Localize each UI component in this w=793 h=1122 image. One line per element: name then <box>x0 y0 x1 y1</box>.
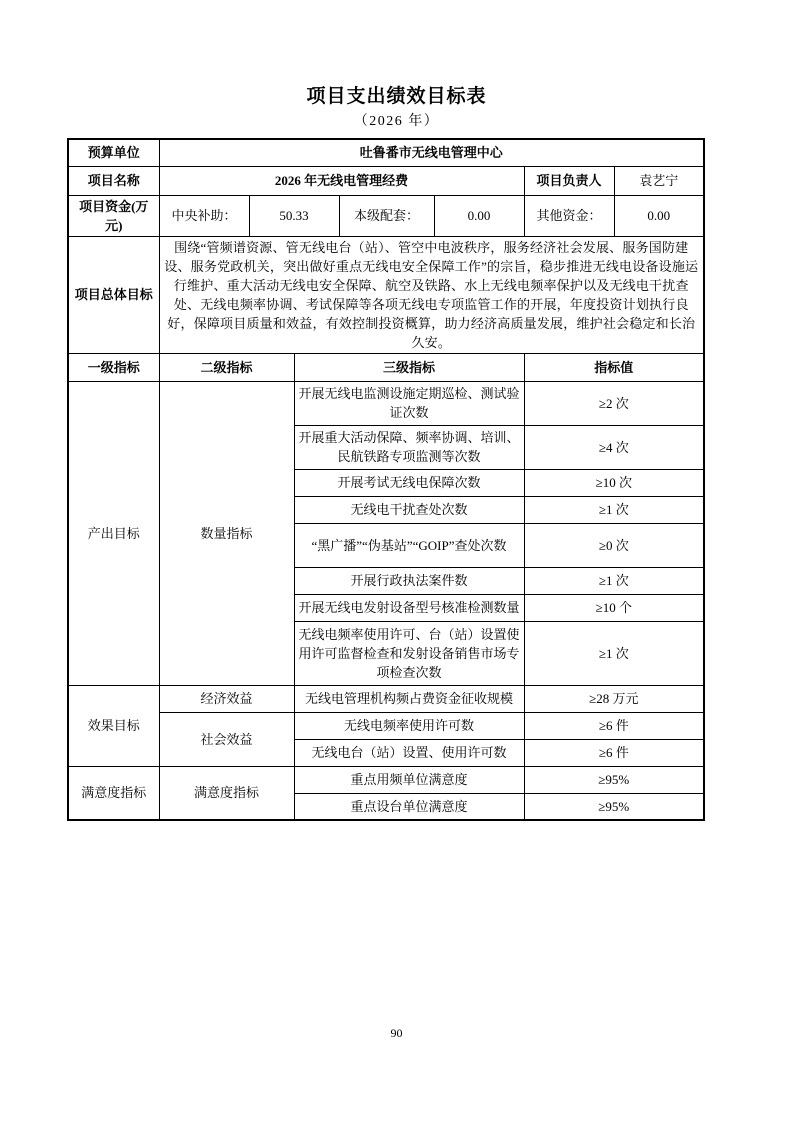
indicator-header-row <box>68 353 704 381</box>
indicator-cell: 无线电频率使用许可、台（站）设置使用许可监督检查和发射设备销售市场专项检查次数 <box>294 621 524 685</box>
table-row <box>68 166 704 195</box>
header-level1: 一级指标 <box>68 353 159 381</box>
indicator-row <box>68 766 704 793</box>
level2-satisfaction: 满意度指标 <box>159 766 294 820</box>
indicator-cell: 开展无线电监测设施定期巡检、测试验证次数 <box>294 381 524 425</box>
table-row <box>68 236 704 353</box>
level2-quantity: 数量指标 <box>159 381 294 685</box>
central-subsidy-value: 50.33 <box>249 195 339 236</box>
overall-goal-label: 项目总体目标 <box>68 236 159 353</box>
indicator-value: ≥0 次 <box>524 523 704 567</box>
indicator-value: ≥95% <box>524 793 704 820</box>
budget-unit-label: 预算单位 <box>68 139 159 166</box>
indicator-row <box>68 712 704 739</box>
indicator-row <box>68 685 704 712</box>
indicator-value: ≥1 次 <box>524 621 704 685</box>
level2-economic: 经济效益 <box>159 685 294 712</box>
indicator-value: ≥4 次 <box>524 425 704 469</box>
level1-output-goal: 产出目标 <box>68 381 159 685</box>
indicator-cell: 无线电干扰查处次数 <box>294 496 524 523</box>
indicator-cell: 开展行政执法案件数 <box>294 567 524 594</box>
indicator-row <box>68 381 704 425</box>
funds-label: 项目资金(万元) <box>68 195 159 236</box>
indicator-cell: 无线电频率使用许可数 <box>294 712 524 739</box>
performance-target-table <box>67 138 705 821</box>
other-funds-label: 其他资金： <box>524 195 614 236</box>
level1-satisfaction: 满意度指标 <box>68 766 159 820</box>
project-leader-label: 项目负责人 <box>524 166 614 195</box>
indicator-value: ≥10 次 <box>524 469 704 496</box>
indicator-cell: 开展重大活动保障、频率协调、培训、民航铁路专项监测等次数 <box>294 425 524 469</box>
project-name-label: 项目名称 <box>68 166 159 195</box>
level1-effect-goal: 效果目标 <box>68 685 159 766</box>
page-number: 90 <box>390 1026 403 1040</box>
header-level2: 二级指标 <box>159 353 294 381</box>
table-row <box>68 195 704 236</box>
indicator-cell: 重点设台单位满意度 <box>294 793 524 820</box>
project-name-value: 2026 年无线电管理经费 <box>159 166 524 195</box>
indicator-value: ≥1 次 <box>524 496 704 523</box>
page-subtitle: （2026 年） <box>353 114 440 129</box>
local-matching-value: 0.00 <box>434 195 524 236</box>
indicator-cell: 无线电管理机构频占费资金征收规模 <box>294 685 524 712</box>
indicator-value: ≥95% <box>524 766 704 793</box>
local-matching-label: 本级配套： <box>339 195 434 236</box>
indicator-value: ≥6 件 <box>524 739 704 766</box>
indicator-cell: 开展考试无线电保障次数 <box>294 469 524 496</box>
budget-unit-value: 吐鲁番市无线电管理中心 <box>159 139 704 166</box>
other-funds-value: 0.00 <box>614 195 704 236</box>
indicator-cell: 开展无线电发射设备型号核准检测数量 <box>294 594 524 621</box>
indicator-value: ≥1 次 <box>524 567 704 594</box>
indicator-value: ≥6 件 <box>524 712 704 739</box>
indicator-cell: 重点用频单位满意度 <box>294 766 524 793</box>
indicator-value: ≥28 万元 <box>524 685 704 712</box>
page-title: 项目支出绩效目标表 <box>306 86 487 107</box>
header-level3: 三级指标 <box>294 353 524 381</box>
header-value: 指标值 <box>524 353 704 381</box>
indicator-value: ≥10 个 <box>524 594 704 621</box>
level2-social: 社会效益 <box>159 712 294 766</box>
project-leader-value: 袁艺宁 <box>614 166 704 195</box>
indicator-value: ≥2 次 <box>524 381 704 425</box>
table-row <box>68 139 704 166</box>
central-subsidy-label: 中央补助： <box>159 195 249 236</box>
indicator-cell: 无线电台（站）设置、使用许可数 <box>294 739 524 766</box>
overall-goal-text: 围绕“管频谱资源、管无线电台（站）、管空中电波秩序，服务经济社会发展、服务国防建设、服务党政机关，突出做好重点无线电安全保障工作”的宗旨，稳步推进无线电设备设施运行维护、重大活动无线电安全保障、航空及铁路、水上无线电频率保护以及无线电干扰查处、无线电频率协调、考试保障等各项无线电专项监管工作的开展，年度投资计划执行良好，保障项目质量和效益，有效控制投资概算，助力经济高质量发展，维护社会稳定和长治久安。 <box>159 236 704 353</box>
indicator-cell: “黑广播”“伪基站”“GOIP”查处次数 <box>294 523 524 567</box>
